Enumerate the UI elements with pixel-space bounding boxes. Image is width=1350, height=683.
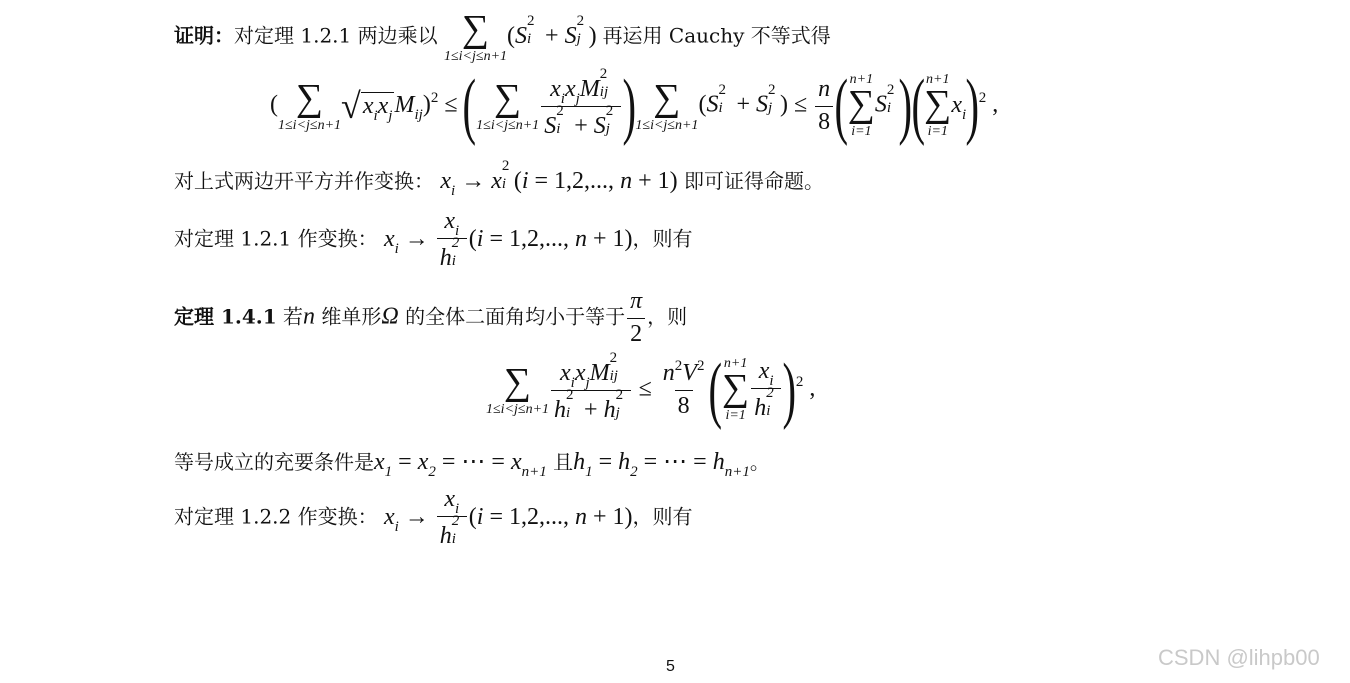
proof-intro-line: [174, 10, 831, 64]
line8-text-1: 对定理 1.2.2 作变换：: [174, 504, 378, 529]
line8-text-2: ，则有: [632, 504, 693, 529]
cauchy-inequality: ( ∑ 1≤i<j≤n+1 $√x_ix_jM_{ij})^2$ ≤ ( ∑ 1≤i<j≤n+1 $x_ix_jM$ 2 ij S 2 i + S 2 j ) ∑ 1≤i<j≤n+1 (S 2 i + S 2 j ) ≤ $\frac{n}{8}$ ( n+1 ∑ i=1 S 2 i )( n+1 ∑ i=1 $x_i)^2$ ,: [270, 65, 999, 148]
equality-text-3: 。: [749, 450, 770, 474]
transform-formula-2: $x_i$ → $x_i$ h 2 i (i = 1,2,..., n + 1): [383, 208, 633, 271]
line3-text-2: 即可证得命题。: [683, 169, 824, 193]
csdn-watermark: CSDN @lihpb00: [1158, 645, 1320, 670]
proof-text-2: 再运用 Cauchy 不等式得: [602, 23, 831, 48]
equality-condition-line: 等号成立的充要条件是$x_1 = x_2$ = ⋯ = $x_{n+1}$ 且$h_1 = h_2$ = ⋯ = $h_{n+1}$。: [174, 449, 770, 480]
transform-formula-3: $x_i$ → $x_i$ h 2 i (i = 1,2,..., n + 1): [383, 486, 633, 549]
sum-formula-1: ∑ 1≤i<j≤n+1 (S 2 i + S 2 j ): [443, 8, 603, 64]
theorem-line: 定理 1.4.1 若n 维单形Ω 的全体二面角均小于等于 $\frac{\pi}{2}$ ，则: [174, 288, 688, 347]
line3-text-1: 对上式两边开平方并作变换：: [174, 169, 434, 193]
transform-line-122: [174, 486, 693, 550]
theorem-label: 定理 1.4.1: [174, 304, 277, 329]
theorem-inequality: ∑ 1≤i<j≤n+1 $x_ix_jM$ 2 ij h 2 i + h 2 j ≤ $\frac{n^2V^2}{8}$ ( n+1 ∑ i=1 $x_i$ h 2 i )$^2$ ,: [486, 349, 816, 432]
line4-text-2: ，则有: [632, 226, 693, 251]
line4-text-1: 对定理 1.2.1 作变换：: [174, 226, 378, 251]
proof-label: 证明：: [174, 23, 234, 48]
theorem-text-4: ，则: [647, 304, 688, 329]
equality-text-1: 等号成立的充要条件是: [174, 450, 374, 474]
sqrt-transform-line: [174, 158, 824, 199]
proof-text-1: 对定理 1.2.1 两边乘以: [234, 23, 438, 48]
transform-line-121: [174, 208, 693, 272]
page-number: 5: [666, 658, 675, 675]
transform-formula-1: $x_i \to x$ 2 i (i = 1,2,..., n + 1): [440, 158, 678, 199]
theorem-text-1: 若: [283, 304, 303, 329]
pi-half: $\frac{\pi}{2}$: [627, 288, 645, 348]
equality-text-2: 且: [553, 450, 574, 474]
theorem-text-2: 维单形: [321, 304, 382, 329]
theorem-text-3: 的全体二面角均小于等于: [405, 304, 626, 329]
